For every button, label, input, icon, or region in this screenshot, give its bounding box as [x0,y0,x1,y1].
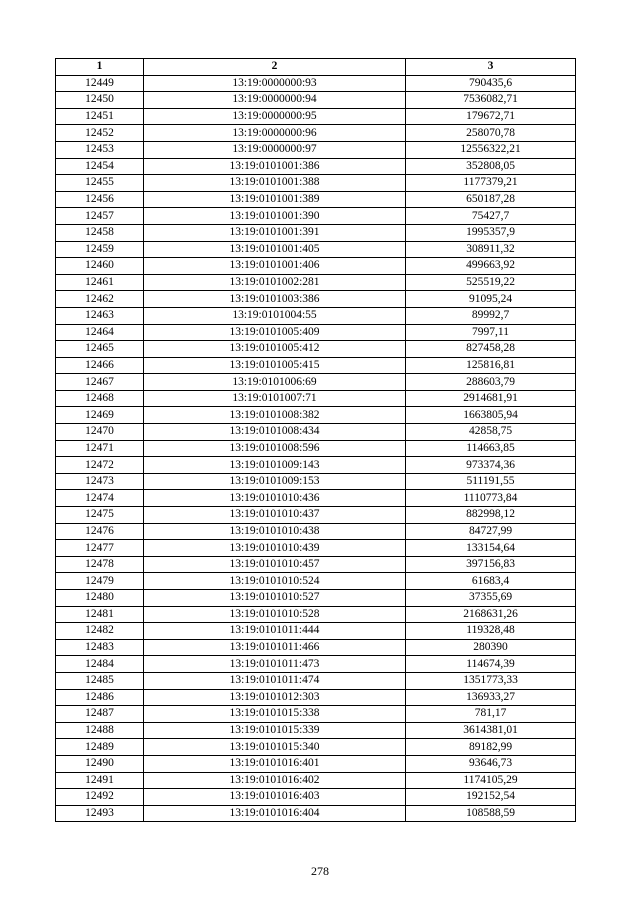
value-cell: 7997,11 [406,324,576,341]
column-header-number: 1 [56,59,144,76]
row-number-cell: 12490 [56,755,144,772]
table-row [56,108,576,125]
cadastral-id-cell: 13:19:0101001:389 [144,191,406,208]
row-number-cell: 12451 [56,108,144,125]
table-body [56,75,576,822]
cadastral-id-cell: 13:19:0101001:388 [144,175,406,192]
table-row [56,341,576,358]
cadastral-id-cell: 13:19:0101006:69 [144,374,406,391]
cadastral-id-cell: 13:19:0101004:55 [144,307,406,324]
row-number-cell: 12487 [56,706,144,723]
table-row [56,540,576,557]
value-cell: 179672,71 [406,108,576,125]
table-row [56,706,576,723]
row-number-cell: 12489 [56,739,144,756]
cadastral-id-cell: 13:19:0000000:94 [144,92,406,109]
cadastral-id-cell: 13:19:0101016:401 [144,755,406,772]
value-cell: 790435,6 [406,75,576,92]
cadastral-id-cell: 13:19:0101015:339 [144,722,406,739]
cadastral-id-cell: 13:19:0101005:412 [144,341,406,358]
column-header-cadastral-id: 2 [144,59,406,76]
row-number-cell: 12471 [56,440,144,457]
cadastral-id-cell: 13:19:0101010:527 [144,590,406,607]
cadastral-id-cell: 13:19:0101016:402 [144,772,406,789]
value-cell: 1177379,21 [406,175,576,192]
cadastral-id-cell: 13:19:0101010:524 [144,573,406,590]
value-cell: 42858,75 [406,424,576,441]
value-cell: 352808,05 [406,158,576,175]
row-number-cell: 12477 [56,540,144,557]
row-number-cell: 12457 [56,208,144,225]
cadastral-id-cell: 13:19:0101011:473 [144,656,406,673]
cadastral-id-cell: 13:19:0101008:434 [144,424,406,441]
row-number-cell: 12449 [56,75,144,92]
value-cell: 288603,79 [406,374,576,391]
row-number-cell: 12461 [56,274,144,291]
value-cell: 258070,78 [406,125,576,142]
table-row [56,92,576,109]
table-row [56,523,576,540]
cadastral-id-cell: 13:19:0101010:457 [144,556,406,573]
value-cell: 37355,69 [406,590,576,607]
value-cell: 973374,36 [406,457,576,474]
cadastral-id-cell: 13:19:0101007:71 [144,390,406,407]
table-row [56,789,576,806]
row-number-cell: 12478 [56,556,144,573]
table-row [56,191,576,208]
table-row [56,772,576,789]
value-cell: 136933,27 [406,689,576,706]
table-row [56,291,576,308]
value-cell: 192152,54 [406,789,576,806]
value-cell: 89992,7 [406,307,576,324]
table-row [56,241,576,258]
row-number-cell: 12483 [56,639,144,656]
row-number-cell: 12480 [56,590,144,607]
row-number-cell: 12455 [56,175,144,192]
table-row [56,689,576,706]
table-row [56,755,576,772]
table-row [56,805,576,822]
row-number-cell: 12468 [56,390,144,407]
cadastral-id-cell: 13:19:0101016:403 [144,789,406,806]
table-row [56,158,576,175]
value-cell: 781,17 [406,706,576,723]
value-cell: 125816,81 [406,357,576,374]
cadastral-id-cell: 13:19:0000000:93 [144,75,406,92]
value-cell: 1663805,94 [406,407,576,424]
row-number-cell: 12481 [56,606,144,623]
cadastral-id-cell: 13:19:0101016:404 [144,805,406,822]
value-cell: 133154,64 [406,540,576,557]
cadastral-id-cell: 13:19:0000000:97 [144,141,406,158]
cadastral-id-cell: 13:19:0101001:405 [144,241,406,258]
cadastral-id-cell: 13:19:0101015:340 [144,739,406,756]
table-row [56,307,576,324]
value-cell: 525519,22 [406,274,576,291]
value-cell: 89182,99 [406,739,576,756]
value-cell: 108588,59 [406,805,576,822]
cadastral-id-cell: 13:19:0101011:444 [144,623,406,640]
row-number-cell: 12492 [56,789,144,806]
cadastral-id-cell: 13:19:0101001:390 [144,208,406,225]
cadastral-id-cell: 13:19:0101001:391 [144,224,406,241]
cadastral-id-cell: 13:19:0101001:406 [144,258,406,275]
table-row [56,175,576,192]
value-cell: 2168631,26 [406,606,576,623]
value-cell: 1351773,33 [406,672,576,689]
table-row [56,75,576,92]
table-row [56,590,576,607]
value-cell: 2914681,91 [406,390,576,407]
table-row [56,457,576,474]
row-number-cell: 12460 [56,258,144,275]
value-cell: 511191,55 [406,473,576,490]
cadastral-id-cell: 13:19:0101010:436 [144,490,406,507]
cadastral-id-cell: 13:19:0101001:386 [144,158,406,175]
cadastral-id-cell: 13:19:0101008:596 [144,440,406,457]
row-number-cell: 12465 [56,341,144,358]
row-number-cell: 12462 [56,291,144,308]
table-row [56,125,576,142]
cadastral-id-cell: 13:19:0101015:338 [144,706,406,723]
value-cell: 84727,99 [406,523,576,540]
value-cell: 1110773,84 [406,490,576,507]
column-header-value: 3 [406,59,576,76]
table-row [56,573,576,590]
table-row [56,507,576,524]
cadastral-id-cell: 13:19:0101003:386 [144,291,406,308]
row-number-cell: 12479 [56,573,144,590]
table-row [56,556,576,573]
row-number-cell: 12488 [56,722,144,739]
cadastral-id-cell: 13:19:0101010:528 [144,606,406,623]
value-cell: 1174105,29 [406,772,576,789]
table-row [56,473,576,490]
value-cell: 650187,28 [406,191,576,208]
row-number-cell: 12469 [56,407,144,424]
row-number-cell: 12484 [56,656,144,673]
table-row [56,407,576,424]
row-number-cell: 12473 [56,473,144,490]
row-number-cell: 12467 [56,374,144,391]
row-number-cell: 12464 [56,324,144,341]
value-cell: 499663,92 [406,258,576,275]
row-number-cell: 12450 [56,92,144,109]
row-number-cell: 12452 [56,125,144,142]
value-cell: 3614381,01 [406,722,576,739]
table-row [56,639,576,656]
page-number: 278 [311,864,329,878]
table-row [56,224,576,241]
cadastral-id-cell: 13:19:0101009:143 [144,457,406,474]
row-number-cell: 12482 [56,623,144,640]
value-cell: 308911,32 [406,241,576,258]
table-row [56,440,576,457]
row-number-cell: 12475 [56,507,144,524]
cadastral-id-cell: 13:19:0101005:409 [144,324,406,341]
value-cell: 61683,4 [406,573,576,590]
value-cell: 7536082,71 [406,92,576,109]
table-row [56,623,576,640]
cadastral-id-cell: 13:19:0101010:438 [144,523,406,540]
table-row [56,656,576,673]
table-row [56,374,576,391]
value-cell: 93646,73 [406,755,576,772]
table-row [56,606,576,623]
table-row [56,424,576,441]
row-number-cell: 12493 [56,805,144,822]
cadastral-id-cell: 13:19:0101011:466 [144,639,406,656]
row-number-cell: 12453 [56,141,144,158]
row-number-cell: 12486 [56,689,144,706]
cadastral-id-cell: 13:19:0101010:437 [144,507,406,524]
row-number-cell: 12466 [56,357,144,374]
table-row [56,324,576,341]
value-cell: 882998,12 [406,507,576,524]
table-row [56,490,576,507]
value-cell: 114663,85 [406,440,576,457]
cadastral-id-cell: 13:19:0101005:415 [144,357,406,374]
table-row [56,722,576,739]
value-cell: 1995357,9 [406,224,576,241]
cadastral-id-cell: 13:19:0101012:303 [144,689,406,706]
table-row [56,357,576,374]
table-row [56,141,576,158]
row-number-cell: 12470 [56,424,144,441]
cadastral-id-cell: 13:19:0000000:96 [144,125,406,142]
value-cell: 119328,48 [406,623,576,640]
value-cell: 91095,24 [406,291,576,308]
cadastral-id-cell: 13:19:0101010:439 [144,540,406,557]
value-cell: 114674,39 [406,656,576,673]
row-number-cell: 12472 [56,457,144,474]
cadastral-id-cell: 13:19:0101009:153 [144,473,406,490]
value-cell: 75427,7 [406,208,576,225]
row-number-cell: 12463 [56,307,144,324]
cadastral-id-cell: 13:19:0101008:382 [144,407,406,424]
value-cell: 280390 [406,639,576,656]
table-row [56,390,576,407]
row-number-cell: 12456 [56,191,144,208]
table-row [56,208,576,225]
value-cell: 827458,28 [406,341,576,358]
value-cell: 397156,83 [406,556,576,573]
row-number-cell: 12454 [56,158,144,175]
cadastral-value-table [55,58,576,822]
value-cell: 12556322,21 [406,141,576,158]
row-number-cell: 12476 [56,523,144,540]
table-header-row [56,59,576,76]
row-number-cell: 12474 [56,490,144,507]
cadastral-id-cell: 13:19:0000000:95 [144,108,406,125]
table-row [56,672,576,689]
cadastral-id-cell: 13:19:0101011:474 [144,672,406,689]
row-number-cell: 12491 [56,772,144,789]
row-number-cell: 12459 [56,241,144,258]
cadastral-id-cell: 13:19:0101002:281 [144,274,406,291]
table-row [56,258,576,275]
table-row [56,274,576,291]
row-number-cell: 12485 [56,672,144,689]
row-number-cell: 12458 [56,224,144,241]
table-row [56,739,576,756]
